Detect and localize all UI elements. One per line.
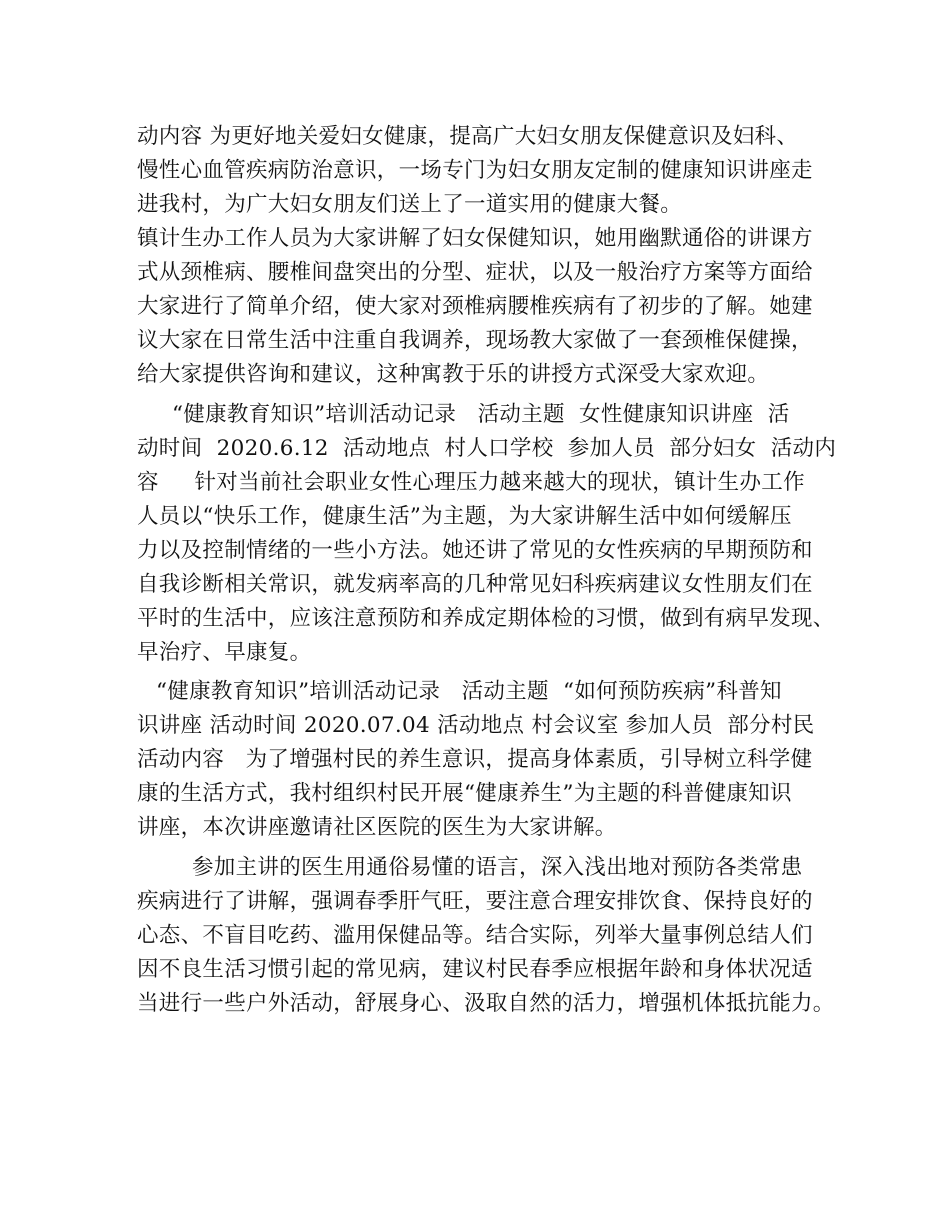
text-line: 进我村，为广大妇女朋友们送上了一道实用的健康大餐。 xyxy=(137,192,683,217)
text-line: 给大家提供咨询和建议，这种寓教于乐的讲授方式深受大家欢迎。 xyxy=(137,362,770,387)
text-line: 式从颈椎病、腰椎间盘突出的分型、症状，以及一般治疗方案等方面给 xyxy=(137,260,813,285)
text-line: 参加主讲的医生用通俗易懂的语言，深入浅出地对预防各类常患 xyxy=(192,855,803,880)
text-line: 当进行一些户外活动，舒展身心、汲取自然的活力，增强机体抵抗能力。 xyxy=(137,991,835,1016)
text-line: “健康教育知识”培训活动记录 活动主题 “如何预防疾病”科普知 xyxy=(156,679,782,704)
text-line: 大家进行了简单介绍，使大家对颈椎病腰椎疾病有了初步的了解。她建 xyxy=(137,294,813,319)
text-line: “健康教育知识”培训活动记录 活动主题 女性健康知识讲座 活 xyxy=(172,402,790,427)
text-line: 镇计生办工作人员为大家讲解了妇女保健知识，她用幽默通俗的讲课方 xyxy=(137,226,813,251)
text-line: 识讲座 活动时间 2020.07.04 活动地点 村会议室 参加人员 部分村民 xyxy=(137,713,815,738)
text-line: 活动内容 为了增强村民的养生意识，提高身体素质，引导树立科学健 xyxy=(137,747,813,772)
text-line: 讲座，本次讲座邀请社区医院的医生为大家讲解。 xyxy=(137,815,617,840)
text-line: 动内容 为更好地关爱妇女健康，提高广大妇女朋友保健意识及妇科、 xyxy=(137,124,799,149)
text-line: 因不良生活习惯引起的常见病，建议村民春季应根据年龄和身体状况适 xyxy=(137,957,813,982)
text-line: 疾病进行了讲解，强调春季肝气旺，要注意合理安排饮食、保持良好的 xyxy=(137,889,813,914)
text-line: 动时间 2020.6.12 活动地点 村人口学校 参加人员 部分妇女 活动内 xyxy=(137,436,837,461)
text-line: 慢性心血管疾病防治意识，一场专门为妇女朋友定制的健康知识讲座走 xyxy=(137,158,813,183)
text-line: 平时的生活中，应该注意预防和养成定期体检的习惯，做到有病早发现、 xyxy=(137,606,835,631)
text-line: 心态、不盲目吃药、滥用保健品等。结合实际，列举大量事例总结人们 xyxy=(137,923,813,948)
text-line: 人员以“快乐工作，健康生活”为主题，为大家讲解生活中如何缓解压 xyxy=(137,504,792,529)
text-line: 力以及控制情绪的一些小方法。她还讲了常见的女性疾病的早期预防和 xyxy=(137,538,813,563)
text-line: 康的生活方式，我村组织村民开展“健康养生”为主题的科普健康知识 xyxy=(137,781,792,806)
text-line: 容 针对当前社会职业女性心理压力越来越大的现状，镇计生办工作 xyxy=(137,470,805,495)
text-line: 自我诊断相关常识，就发病率高的几种常见妇科疾病建议女性朋友们在 xyxy=(137,572,813,597)
text-line: 早治疗、早康复。 xyxy=(137,640,312,665)
text-line: 议大家在日常生活中注重自我调养，现场教大家做了一套颈椎保健操， xyxy=(137,328,813,353)
